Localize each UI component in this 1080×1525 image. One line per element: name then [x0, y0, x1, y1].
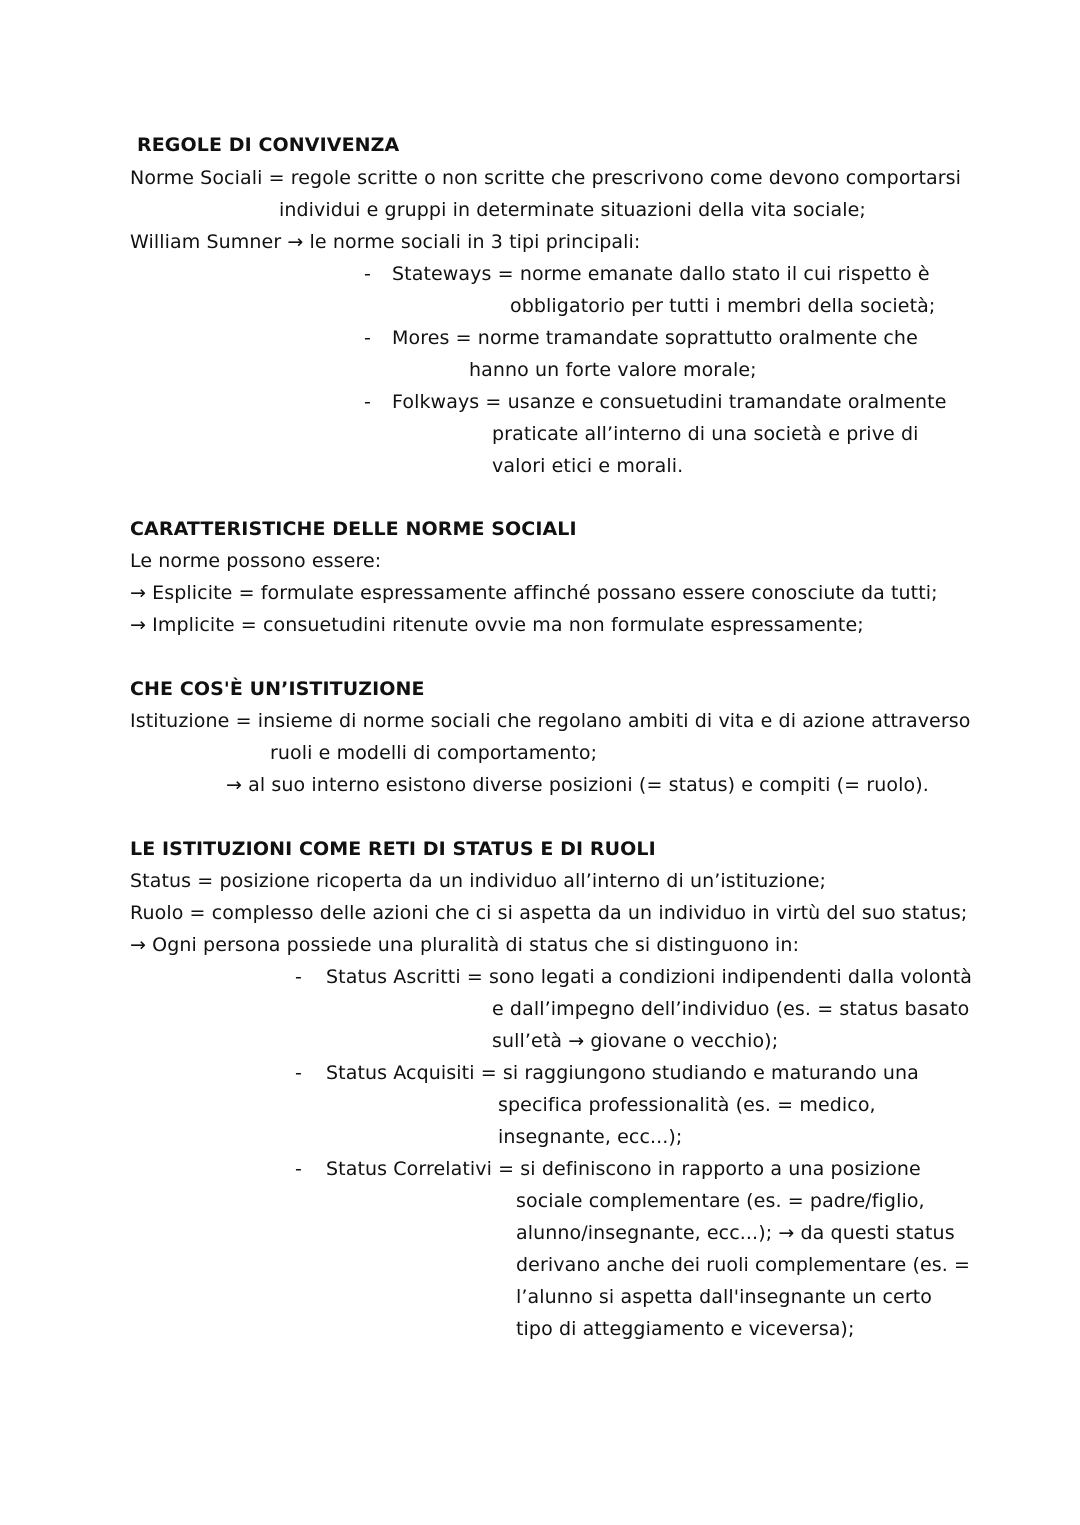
norme-sociali-definition-line-1: Norme Sociali = regole scritte o non scritte che prescrivono come devono comportarsi — [130, 167, 962, 189]
status-acquisiti-line-3: insegnante, ecc...); — [498, 1126, 683, 1148]
status-ascritti-line-3: sull’età → giovane o vecchio); — [492, 1030, 779, 1052]
folkways-line-1: Folkways = usanze e consuetudini tramandate oralmente — [392, 391, 947, 413]
list-bullet: - — [364, 391, 371, 413]
mores-line-1: Mores = norme tramandate soprattutto oralmente che — [392, 327, 918, 349]
norme-intro: Le norme possono essere: — [130, 550, 382, 572]
stateways-line-1: Stateways = norme emanate dallo stato il cui rispetto è — [392, 263, 930, 285]
istituzione-definition-line-1: Istituzione = insieme di norme sociali che regolano ambiti di vita e di azione attraverso — [130, 710, 971, 732]
istituzione-definition-line-2: ruoli e modelli di comportamento; — [270, 742, 598, 764]
esplicite-line: → Esplicite = formulate espressamente affinché possano essere conosciute da tutti; — [130, 582, 938, 604]
status-ascritti-line-2: e dall’impegno dell’individuo (es. = status basato — [492, 998, 970, 1020]
status-correlativi-line-6: tipo di atteggiamento e viceversa); — [516, 1318, 855, 1340]
istituzione-definition-line-3: → al suo interno esistono diverse posizioni (= status) e compiti (= ruolo). — [226, 774, 929, 796]
heading-istituzione: CHE COS'È UN’ISTITUZIONE — [130, 678, 425, 700]
status-correlativi-line-3: alunno/insegnante, ecc...); → da questi status — [516, 1222, 955, 1244]
status-correlativi-line-2: sociale complementare (es. = padre/figlio, — [516, 1190, 925, 1212]
stateways-line-2: obbligatorio per tutti i membri della società; — [510, 295, 936, 317]
list-bullet: - — [364, 327, 371, 349]
list-bullet: - — [295, 1158, 302, 1180]
status-definition: Status = posizione ricoperta da un individuo all’interno di un’istituzione; — [130, 870, 827, 892]
status-acquisiti-line-2: specifica professionalità (es. = medico, — [498, 1094, 876, 1116]
william-sumner-line: William Sumner → le norme sociali in 3 tipi principali: — [130, 231, 641, 253]
folkways-line-2: praticate all’interno di una società e prive di — [492, 423, 919, 445]
mores-line-2: hanno un forte valore morale; — [469, 359, 757, 381]
status-correlativi-line-4: derivano anche dei ruoli complementare (es. = — [516, 1254, 971, 1276]
status-correlativi-line-1: Status Correlativi = si definiscono in rapporto a una posizione — [326, 1158, 921, 1180]
ruolo-definition: Ruolo = complesso delle azioni che ci si aspetta da un individuo in virtù del suo status; — [130, 902, 968, 924]
heading-regole-di-convivenza: REGOLE DI CONVIVENZA — [137, 134, 400, 156]
status-acquisiti-line-1: Status Acquisiti = si raggiungono studiando e maturando una — [326, 1062, 919, 1084]
implicite-line: → Implicite = consuetudini ritenute ovvie ma non formulate espressamente; — [130, 614, 864, 636]
folkways-line-3: valori etici e morali. — [492, 455, 684, 477]
status-ascritti-line-1: Status Ascritti = sono legati a condizioni indipendenti dalla volontà — [326, 966, 972, 988]
status-correlativi-line-5: l’alunno si aspetta dall'insegnante un certo — [516, 1286, 933, 1308]
list-bullet: - — [295, 966, 302, 988]
pluralita-status-line: → Ogni persona possiede una pluralità di status che si distinguono in: — [130, 934, 800, 956]
heading-caratteristiche-norme: CARATTERISTICHE DELLE NORME SOCIALI — [130, 518, 577, 540]
heading-reti-status-ruoli: LE ISTITUZIONI COME RETI DI STATUS E DI RUOLI — [130, 838, 656, 860]
list-bullet: - — [295, 1062, 302, 1084]
list-bullet: - — [364, 263, 371, 285]
norme-sociali-definition-line-2: individui e gruppi in determinate situazioni della vita sociale; — [279, 199, 866, 221]
